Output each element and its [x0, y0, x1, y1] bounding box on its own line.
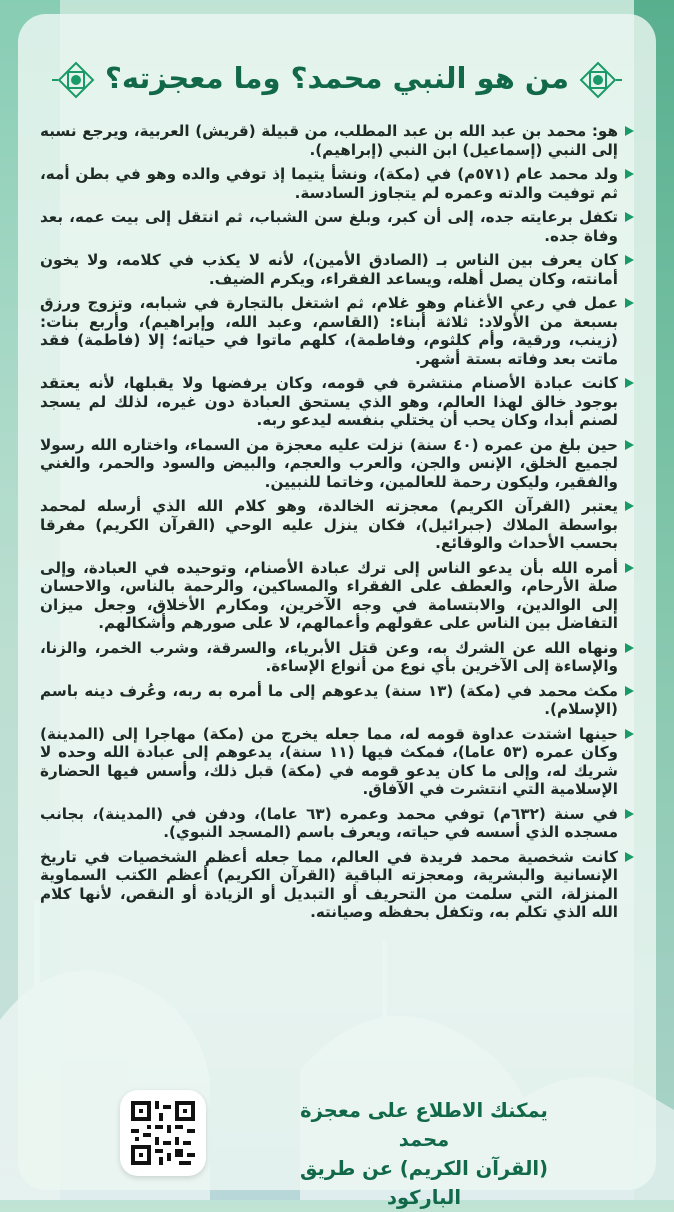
bullet-icon: [625, 686, 634, 696]
bullet-icon: [625, 809, 634, 819]
qr-code[interactable]: [120, 1090, 206, 1176]
footer: [100, 1090, 634, 1209]
qr-code-icon: [131, 1101, 195, 1165]
bullet-icon: [625, 126, 634, 136]
list-item: هو: محمد بن عبد الله بن عبد المطلب، من قبيلة (قريش) العربية، ويرجع نسبه إلى النبي (إسماعيل) ابن النبي (إبراهيم).: [40, 122, 634, 159]
list-item: أمره الله بأن يدعو الناس إلى ترك عبادة الأصنام، وتوحيده في العبادة، وإلى صلة الأرحام، والعطف على الفقراء والمساكين، والرحمة بالناس، والاحسان إلى الوالدين، والابتسامة في وجه الآخرين، ومكارم الأخلاق، وجعل ميزان التفاضل بين الناس على عقولهم وأعمالهم، لا على صورهم وأشكالهم.: [40, 559, 634, 633]
bullet-icon: [625, 378, 634, 388]
bullet-icon: [625, 563, 634, 573]
bullet-icon: [625, 169, 634, 179]
list-item: يعتبر (القرآن الكريم) معجزته الخالدة، وهو كلام الله الذي أرسله لمحمد بواسطة الملاك (جبرائيل)، فكان ينزل عليه الوحي (القرآن الكريم) مفرقا بحسب الأحداث والوقائع.: [40, 497, 634, 553]
page-title: من هو النبي محمد؟ وما معجزته؟: [105, 61, 569, 95]
bullet-icon: [625, 501, 634, 511]
list-item: تكفل برعايته جده، إلى أن كبر، وبلغ سن الشباب، ثم انتقل إلى بيت عمه، بعد وفاة جده.: [40, 208, 634, 245]
list-item: كان يعرف بين الناس بـ (الصادق الأمين)، لأنه لا يكذب في كلامه، ولا يخون أمانته، وكان يصل أهله، ويساعد الفقراء، ويكرم الضيف.: [40, 251, 634, 288]
list-item: حين بلغ من عمره (٤٠ سنة) نزلت عليه معجزة من السماء، واختاره الله رسولا لجميع الخلق، الإنس والجن، والعرب والعجم، والبيض والسود والحمر، والغني والفقير، وليكون رحمة للعالمين، وخاتما للنبيين.: [40, 436, 634, 492]
cta-line-2: (القرآن الكريم) عن طريق الباركود: [299, 1157, 549, 1209]
list-item: حينها اشتدت عداوة قومه له، مما جعله يخرج من (مكة) مهاجرا إلى (المدينة) وكان عمره (٥٣ عاما)، فمكث فيها (١١ سنة)، يدعوهم إلى عبادة الله وحده لا شريك له، وإلى ما كان يدعو قومه في (مكة) قبل ذلك، وأسس فيها الحضارة الإسلامية التي انتشرت في الآفاق.: [40, 725, 634, 799]
cta-line-1: يمكنك الاطلاع على معجزة محمد: [300, 1099, 548, 1151]
list-item: ولد محمد عام (٥٧١م) في (مكة)، ونشأ يتيما إذ توفي والده وهو في بطن أمه، ثم توفيت والدته وعمره لم يتجاوز السادسة.: [40, 165, 634, 202]
list-item: عمل في رعي الأغنام وهو غلام، ثم اشتغل بالتجارة في شبابه، وتزوج ورزق بسبعة من الأولاد: ثلاثة أبناء: (القاسم، وعبد الله، وإبراهيم)، وأربع بنات: (زينب، ورقية، وأم كلثوم، وفاطمة)، كلهم ماتوا في حياته؛ إلا (فاطمة) فقد ماتت بعد وفاته بستة أشهر.: [40, 294, 634, 368]
bullet-icon: [625, 852, 634, 862]
list-item: مكث محمد في (مكة) (١٣ سنة) يدعوهم إلى ما أمره به ربه، وعُرف دينه باسم (الإسلام).: [40, 682, 634, 719]
barcode-instructions: [274, 1096, 574, 1212]
bullet-icon: [625, 440, 634, 450]
bullet-icon: [625, 255, 634, 265]
bullet-icon: [625, 729, 634, 739]
list-item: ونهاه الله عن الشرك به، وعن قتل الأبرياء، والسرقة، وشرب الخمر، والزنا، والإساءة إلى الآخرين بأي نوع من أنواع الإساءة.: [40, 639, 634, 676]
list-item: كانت عبادة الأصنام منتشرة في قومه، وكان يرفضها ولا يقبلها، لأنه يعتقد بوجود خالق لهذا العالم، وهو الذي يستحق العبادة دون غيره، لذلك لم يسجد لصنم أبدا، وكان يحب أن يختلي بنفسه ليدعو ربه.: [40, 374, 634, 430]
list-item: كانت شخصية محمد فريدة في العالم، مما جعله أعظم الشخصيات في تاريخ الإنسانية والبشرية، ومعجزته الباقية (القرآن الكريم) أعظم الكتب السماوية المنزلة، التي سلمت من التحريف أو التبديل أو الزيادة أو النقص، لأنها كلام الله الذي تكلم به، وتكفل بحفظه وصيانته.: [40, 848, 634, 922]
bullet-icon: [625, 212, 634, 222]
list-item: في سنة (٦٣٢م) توفي محمد وعمره (٦٣ عاما)، ودفن في (المدينة)، بجانب مسجده الذي أسسه في حياته، ويعرف باسم (المسجد النبوي).: [40, 805, 634, 842]
bullet-icon: [625, 643, 634, 653]
bullet-icon: [625, 298, 634, 308]
facts-list: [40, 122, 634, 928]
